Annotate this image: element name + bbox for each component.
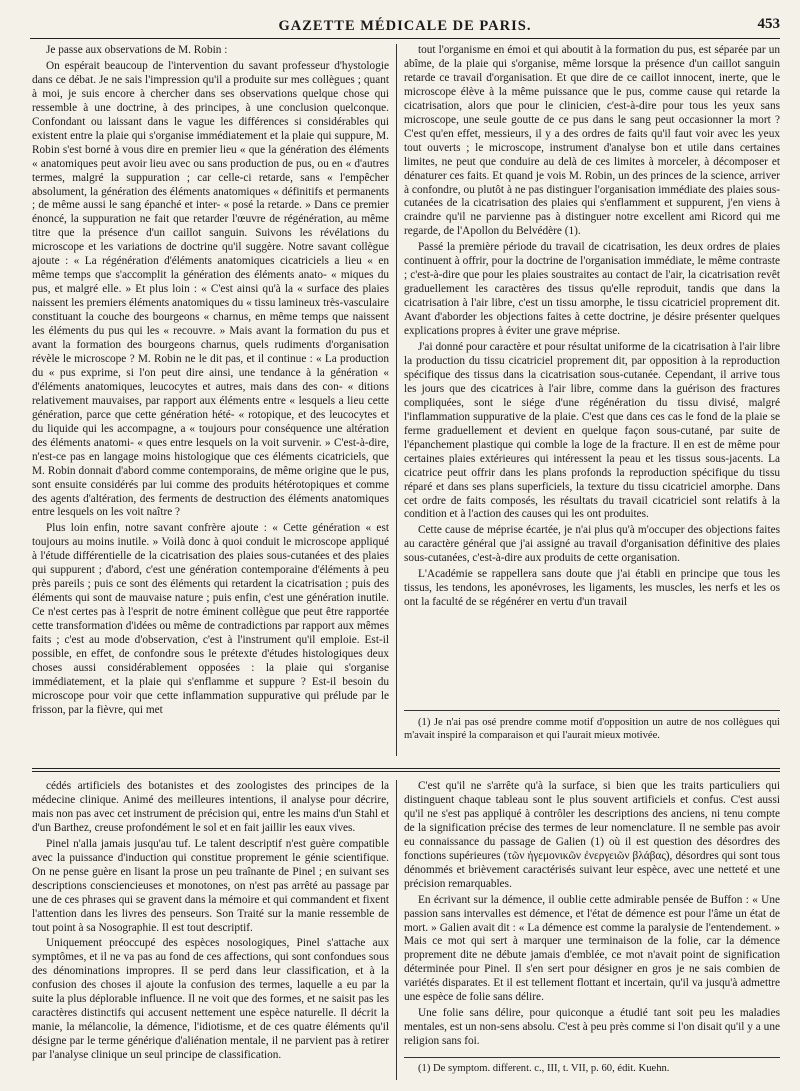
paragraph: Uniquement préoccupé des espèces nosologiques, Pinel s'attache aux symptômes, et il ne va pas au fond de ces affections, qui sont confondues sous des dénominations impropres. Il se perd dans leur classification, et à la confusion des choses il ajoute la confusion des termes, laquelle a eu par la suite la plus déplorable influence. Il ne voit que des formes, et ne saisit pas les caractères distinctifs qui accusent nettement une espèce naturelle. Il décrit la manie, la mélancolie, la démence, l'idiotisme, et de ces quatre éléments qu'il désigne par le terme générique d'aliénation mentale, il ne parvient pas à retirer par l'analyse clinique un seul principe de classification. (32, 937, 389, 1062)
section-divider (32, 768, 780, 769)
page-number: 453 (757, 16, 780, 32)
paragraph: Je passe aux observations de M. Robin : (46, 44, 228, 56)
section-divider (32, 771, 780, 772)
footnote-text: (1) Je n'ai pas osé prendre comme motif d'opposition un autre de nos collègues qui m'avait inspiré la comparaison et qui l'aurait mieux motivée. (404, 717, 780, 741)
paragraph: Cette cause de méprise écartée, je n'ai plus qu'à m'occuper des objections faites au caractère général que j'ai assigné au travail d'organisation définitive des plaies sous-cutanées, c'est-à-dire aux produits de cette organisation. (404, 524, 780, 565)
paragraph: cédés artificiels des botanistes et des zoologistes des principes de la médecine clinique. Animé des meilleures intentions, il analyse pour décrire, mais non pas avec cet instrument de précision qui, entre les mains d'un Stahl et d'un Barthez, creuse profondément le sol et en fait jaillir les eaux vives. (32, 780, 389, 834)
column-divider (396, 780, 397, 1080)
page-header (30, 16, 780, 39)
column-upper-right (404, 44, 780, 708)
paragraph: On espérait beaucoup de l'intervention du savant professeur d'hystologie dans ce débat. Je ne sais l'impression qu'il a produite sur mes collègues ; quant à moi, je suis encore à chercher dans ses observations quelque chose qui ressemble à une doctrine, à des principes, à une conclusion quelconque. Confondant ou laissant dans le vague les différences si considérables qui existent entre la plaie qui s'organise immédiatement et la plaie qui suppure, M. Robin s'est borné à vous dire en premier lieu « que la génération des éléments « anatomiques peut avoir lieu avec ou sans production de pus, ou en « d'autres termes, malgré la suppuration ; car celle-ci retarde, sans « l'empêcher absolument, la génération des éléments anatomiques « définitifs et permanents ; de même aussi le sang épanché et inter- « posé la retarde. » Dans ce premier énoncé, la suppuration ne fait que retarder l'œuvre de régénération, au même titre que la présence d'un caillot sanguin. Suivons les révélations du microscope et les variations de doctrine qu'il suggère. Notre savant collègue ajoute : « La régénération d'éléments anatomiques cicatriciels a lieu « en même temps que s'accomplit la génération des éléments anato- « miques du pus, et malgré elle. » Et plus loin : « C'est ainsi qu'à la « surface des plaies naissent les premiers éléments anatomiques du « tissu lamineux très-vasculaire constituant la couche des bourgeons « charnus, en même temps que naissent les éléments du pus qui les « recouvre. » Mais avant la formation du pus et avant la formation des bourgeons charnus, quels rudiments d'organisation révèle le microscope ? M. Robin ne le dit pas, et il continue : « La production du « pus exprime, si l'on peut dire ainsi, une tendance à la génération « d'éléments anatomiques, leucocytes et autres, mais dans des con- « ditions relativement mauvaises, par rapport aux éléments entre « lesquels a lieu cette génération, parce que cette génération hété- « rotopique, et des leucocytes et du liquide qui les accompagne, a « toujours pour conséquence une altération des éléments anatomi- « ques entre lesquels on la voit survenir. » C'est-à-dire, n'est-ce pas en langage moins histologique que ces éléments cicatriciels, que M. Robin donnait d'abord comme contemporains, de même origine que le pus, sont ensuite considérés par lui comme des produits hétérotopiques et comme des agents d'altération, des ferments de destruction des éléments anatomiques entre lesquels on les voit naître ? (32, 59, 389, 519)
paragraph: Passé la première période du travail de cicatrisation, les deux ordres de plaies continuent à offrir, pour la doctrine de l'organisation immédiate, le même contraste ; c'est-à-dire que pour les plaies soustraites au contact de l'air, la cicatrisation revêt graduellement les caractères des tissus qu'elle reproduit, tandis que dans la cicatrisation à l'air libre, c'est un tissu amorphe, le tissu cicatriciel proprement dit. Avant d'aborder les objections faites à cette doctrine, je désire présenter quelques explications propres à éviter une grave méprise. (404, 241, 780, 338)
paragraph: Pinel n'alla jamais jusqu'au tuf. Le talent descriptif n'est guère compatible avec la puissance d'induction qui constitue proprement le génie scientifique. On ne pense guère en lisant la prose un peu traînante de Pinel ; en suivant ses descriptions consciencieuses et monotones, on n'est pas arrêté au passage par une de ces phrases qui se gravent dans la mémoire et qui commandent et fixent l'attention dans les livres des penseurs. Son Traité sur la manie ressemble de tout point à sa Nosographie. Il est tout descriptif. (32, 837, 389, 934)
paragraph: Une folie sans délire, pour quiconque a étudié tant soit peu les maladies mentales, est un non-sens absolu. C'est à peu près comme si l'on disait qu'il y a une religion sans foi. (404, 1007, 780, 1048)
paragraph: C'est qu'il ne s'arrête qu'à la surface, si bien que les traits particuliers qui distinguent chaque tableau sont le plus souvent artificiels et confus. C'est aussi qu'il ne s'est pas appliqué à contrôler les descriptions des anciens, ni tenu compte de la signification précise des termes de leur nomenclature. Il ne semble pas avoir eu connaissance du passage de Galien (1) où il est question des désordres des fonctions supérieures (τῶν ἡγεμονικῶν ἐνεργειῶν βλάβας), désordres qui sont tous dénommés et brièvement caractérisés suivant leur espèce, avec une netteté et une précision remarquables. (404, 780, 780, 890)
footnote-divider (404, 710, 780, 711)
column-upper-left (32, 44, 389, 754)
journal-title: GAZETTE MÉDICALE DE PARIS. (278, 18, 532, 34)
footnote-divider (404, 1057, 780, 1058)
paragraph: J'ai donné pour caractère et pour résultat uniforme de la cicatrisation à l'air libre la production du tissu cicatriciel proprement dit, par opposition à la reproduction spécifique des tissus dans la cicatrisation sous-cutanée. Cependant, il arrive tous les jours que des cicatrices à l'air libre, comme dans la guérison des fractures compliquées, sont le siége d'une régénération du tissu divisé, malgré l'inflammation suppurative de la plaie. C'est que dans ces cas le fond de la plaie se ferme graduellement et devient en quelque façon sous-cutané, par suite de l'épanchement plastique qui comble la loge de la fracture. Il en est de même pour certaines plaies extérieures qui intéressent la peau et les tissus sous-jacents. La cicatrice peut offrir dans les plans profonds la reproduction spécifique du tissu réparé et dans ses plans superficiels, la texture du tissu cicatriciel amorphe. Dans cet ordre de faits composés, les résultats du travail cicatriciel sont relatifs à la condition et à l'action des causes qui les ont produites. (404, 341, 780, 521)
column-lower-right (404, 780, 780, 1052)
paragraph: tout l'organisme en émoi et qui aboutit à la formation du pus, est séparée par un abîme, de la plaie qui s'organise, même lorsque la présence d'un caillot sanguin retarde ce travail d'organisation. Et que dire de ce caillot innocent, inerte, que le microscope élève à la même puissance que le pus, comme cause qui retarde la cicatrisation, alors que pour le clinicien, c'est-à-dire pour tous les yeux sans microscope, une seule goutte de ce pus dans le sang peut occasionner la mort ? C'est qu'en effet, messieurs, il y a des ordres de faits qu'il faut voir avec les yeux tout ouverts ; le microscope, instrument d'analyse bon et utile dans certaines limites, ne peut que conduire au delà de ces limites à morceler, à décomposer et dénaturer ces faits. Et quand je vois M. Robin, un des princes de la science, arriver à confondre, ou plutôt à ne pas distinguer l'organisation immédiate des plaies sous-cutanées de la cicatrisation des plaies qui s'enflamment et suppurent, j'en viens à craindre qu'il ne parvienne pas à distinguer notre excellent ami Ricord qui me regarde, de l'Apollon du Belvédère (1). (404, 44, 780, 238)
paragraph: Plus loin enfin, notre savant confrère ajoute : « Cette génération « est toujours au moins inutile. » Voilà donc à quoi conduit le microscope appliqué à l'étude différentielle de la cicatrisation des plaies sous-cutanées et des plaies qui suppurent ; d'abord, c'est une génération contemporaine d'éléments à peu près pareils ; puis ce sont des éléments qui retardent la cicatrisation ; puis des éléments qui sont de mauvaise nature ; puis enfin, c'est une génération inutile. Ce n'est certes pas à l'esprit de notre éminent collègue que peut être rapportée cette transformation d'idées ou même de contradictions par rapport aux mêmes faits ; c'est au mode d'observation, c'est à l'instrument qu'il emploie. Est-il possible, en effet, de confondre sous le prétexte d'études histologiques deux choses aussi considérablement opposées : la plaie qui s'organise immédiatement, et la plaie qui s'enflamme et suppure ? Est-il besoin du microscope pour voir que cette inflammation suppurative qui prélude par le frisson, par la fièvre, qui met (32, 522, 389, 716)
column-lower-left (32, 780, 389, 1085)
footnote-lower (404, 1062, 780, 1082)
footnote-text: (1) De symptom. different. c., III, t. VII, p. 60, édit. Kuehn. (418, 1063, 670, 1074)
paragraph: L'Académie se rappellera sans doute que j'ai établi en principe que tous les tissus, les tendons, les aponévroses, les ligaments, les muscles, les nerfs et les os ont la faculté de se régénérer en vertu d'un travail (404, 568, 780, 609)
column-divider (396, 44, 397, 756)
paragraph: En écrivant sur la démence, il oublie cette admirable pensée de Buffon : « Une passion sans intervalles est démence, et l'état de démence est pour l'âme un état de mort. » Galien avait dit : « La démence est comme la paralysie de l'entendement. » Mais ce mot qui sert à marquer une terminaison de la folie, car la démence proprement dite ne débute jamais d'emblée, ce mot n'avait point de signification déterminée pour Pinel. Il s'en sert pour désigner en gros je ne sais combien de variétés disparates. Et il est tellement flottant et incertain, qu'il va jusqu'à admettre une espèce de folie sans délire. (404, 893, 780, 1004)
footnote-upper (404, 716, 780, 756)
